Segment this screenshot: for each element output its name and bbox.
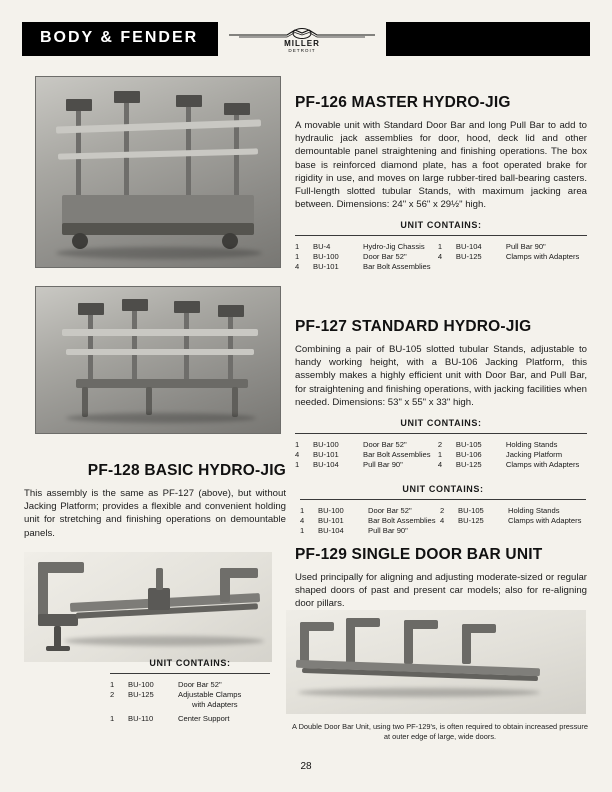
page-number: 28	[300, 761, 312, 772]
section-pf128-unit-contains	[300, 484, 586, 536]
divider-clamp	[110, 673, 270, 674]
section-pf127	[295, 318, 587, 470]
desc-cell: Door Bar 52"	[368, 505, 412, 515]
unit-contains-table-pf126	[295, 241, 587, 272]
table-row	[295, 252, 587, 262]
qty-cell: 1	[300, 525, 305, 535]
code-cell: BU-100	[128, 679, 154, 689]
table-row	[110, 689, 270, 699]
unit-contains-label-pf128: UNIT CONTAINS:	[402, 484, 484, 494]
code-cell: BU-101	[318, 515, 344, 525]
table-row	[110, 699, 270, 709]
qty-cell: 1	[110, 713, 115, 723]
table-row	[295, 459, 587, 469]
qty-cell: 1	[300, 505, 305, 515]
qty-cell: 4	[437, 459, 443, 469]
code-cell: BU-104	[318, 525, 344, 535]
code-cell: BU-110	[128, 713, 154, 723]
qty-cell: 4	[295, 449, 300, 459]
photo-pf126-master-hydro-jig	[35, 76, 281, 268]
body-pf129: Used principally for aligning and adjusting moderate-sized or regular shaped doors of past and present car models; also for re-aligning door pillars.	[295, 572, 587, 610]
logo-wordmark: MILLER	[284, 38, 320, 48]
qty-cell: 4	[300, 515, 305, 525]
desc-cell: Pull Bar 90"	[368, 525, 408, 535]
unit-contains-table-clamp	[110, 679, 270, 723]
code-cell: BU-125	[455, 459, 482, 469]
heading-pf128: PF-128 BASIC HYDRO-JIG	[87, 462, 286, 479]
qty-cell: 2	[440, 505, 445, 515]
qty-cell: 2	[437, 439, 443, 449]
unit-contains-label-pf127: UNIT CONTAINS:	[400, 418, 482, 429]
table-row	[295, 449, 587, 459]
heading-pf127: PF-127 STANDARD HYDRO-JIG	[295, 318, 532, 335]
code-cell: BU-105	[458, 505, 484, 515]
code-cell: BU-100	[313, 252, 339, 262]
desc-cell: Clamps with Adapters	[508, 515, 582, 525]
unit-contains-table-pf128	[300, 505, 586, 536]
qty-cell: 1	[437, 242, 443, 252]
table-row	[300, 505, 586, 515]
table-row	[300, 525, 586, 535]
code-cell: BU-101	[313, 449, 339, 459]
desc-cell: Bar Bolt Assemblies	[363, 262, 431, 272]
heading-pf129: PF-129 SINGLE DOOR BAR UNIT	[295, 546, 543, 563]
desc-cell: Hydro-Jig Chassis	[363, 242, 425, 252]
code-cell: BU-125	[455, 252, 482, 262]
code-cell: BU-125	[458, 515, 484, 525]
miller-logo	[218, 24, 386, 54]
unit-contains-label-clamp: UNIT CONTAINS:	[149, 658, 231, 668]
divider-pf127	[295, 433, 587, 434]
qty-cell: 1	[110, 679, 115, 689]
desc-cell: Holding Stands	[505, 439, 558, 449]
desc-cell: Door Bar 52"	[178, 679, 222, 689]
desc-cell: with Adapters	[192, 699, 238, 709]
table-row	[295, 241, 587, 251]
desc-cell: Pull Bar 90"	[363, 459, 403, 469]
code-cell: BU-104	[313, 459, 339, 469]
code-cell: BU-101	[313, 262, 339, 272]
logo-subtext: DETROIT	[288, 47, 316, 53]
code-cell: BU-125	[128, 689, 154, 699]
desc-cell: Door Bar 52"	[363, 252, 407, 262]
section-pf126	[295, 94, 587, 272]
section-pf128	[24, 462, 286, 540]
divider-pf128	[300, 499, 586, 500]
unit-contains-label-pf126: UNIT CONTAINS:	[400, 220, 482, 231]
table-row	[295, 262, 587, 272]
qty-cell: 4	[295, 262, 300, 272]
page-title: BODY & FENDER	[40, 29, 199, 46]
desc-cell: Jacking Platform	[505, 449, 563, 459]
code-cell: BU-105	[455, 439, 482, 449]
desc-cell: Clamps with Adapters	[505, 252, 580, 262]
table-row	[110, 710, 270, 724]
code-cell: BU-104	[455, 242, 482, 252]
caption-double-door-bar: A Double Door Bar Unit, using two PF-129's, is often required to obtain increased pressure at outer edge of large, wide doors.	[292, 722, 588, 741]
qty-cell: 2	[110, 689, 115, 699]
table-row	[110, 679, 270, 689]
divider-pf126	[295, 235, 587, 236]
desc-cell: Holding Stands	[508, 505, 560, 515]
desc-cell: Bar Bolt Assemblies	[368, 515, 436, 525]
section-pf129	[295, 546, 587, 611]
table-row	[295, 439, 587, 449]
code-cell: BU-4	[313, 242, 331, 252]
photo-double-door-bar-unit	[286, 610, 586, 714]
heading-pf126: PF-126 MASTER HYDRO-JIG	[295, 94, 511, 111]
desc-cell: Pull Bar 90"	[505, 242, 546, 252]
qty-cell: 1	[295, 439, 300, 449]
body-pf128: This assembly is the same as PF-127 (above), but without Jacking Platform; provides a flexible and convenient holding unit for stretching and finishing operations on demountable panels.	[24, 488, 286, 539]
qty-cell: 1	[295, 242, 300, 252]
body-pf127: Combining a pair of BU-105 slotted tubular Stands, adjustable to handy working height, with a BU-106 Jacking Platform, this assembly makes a highly efficient unit with Door Bar, and Pull Bar, for straightening and finishing operations, with jacking facilities when needed. Dimensions: 53" x 55" x 33" high.	[295, 344, 587, 408]
desc-cell: Door Bar 52"	[363, 439, 407, 449]
table-row	[300, 515, 586, 525]
desc-cell: Adjustable Clamps	[178, 689, 242, 699]
qty-cell: 1	[295, 252, 300, 262]
qty-cell: 1	[437, 449, 443, 459]
photo-pf127-standard-hydro-jig	[35, 286, 281, 434]
body-pf126: A movable unit with Standard Door Bar and long Pull Bar to add to hydraulic jack assemblies for door, hood, deck lid and other demountable panel straightening and finishing operations. The box base is reinforced diamond plate, has a foot operated brake for rigidity in use, and moves on large rubber-tired ball-bearing casters. Full-length slotted tubular Stands, with maximum jacking area between. Dimensions: 24" x 56" x 29½" high.	[295, 120, 587, 211]
qty-cell: 4	[437, 252, 443, 262]
photo-door-bar-clamp-assembly	[24, 552, 272, 662]
code-cell: BU-100	[313, 439, 339, 449]
page-header	[22, 22, 590, 56]
code-cell: BU-106	[455, 449, 482, 459]
section-clamp-unit-contains	[110, 658, 270, 723]
desc-cell: Clamps with Adapters	[505, 459, 580, 469]
unit-contains-table-pf127	[295, 439, 587, 470]
desc-cell: Center Support	[178, 713, 230, 723]
qty-cell: 1	[295, 459, 300, 469]
code-cell: BU-100	[318, 505, 344, 515]
qty-cell: 4	[440, 515, 445, 525]
desc-cell: Bar Bolt Assemblies	[363, 449, 431, 459]
